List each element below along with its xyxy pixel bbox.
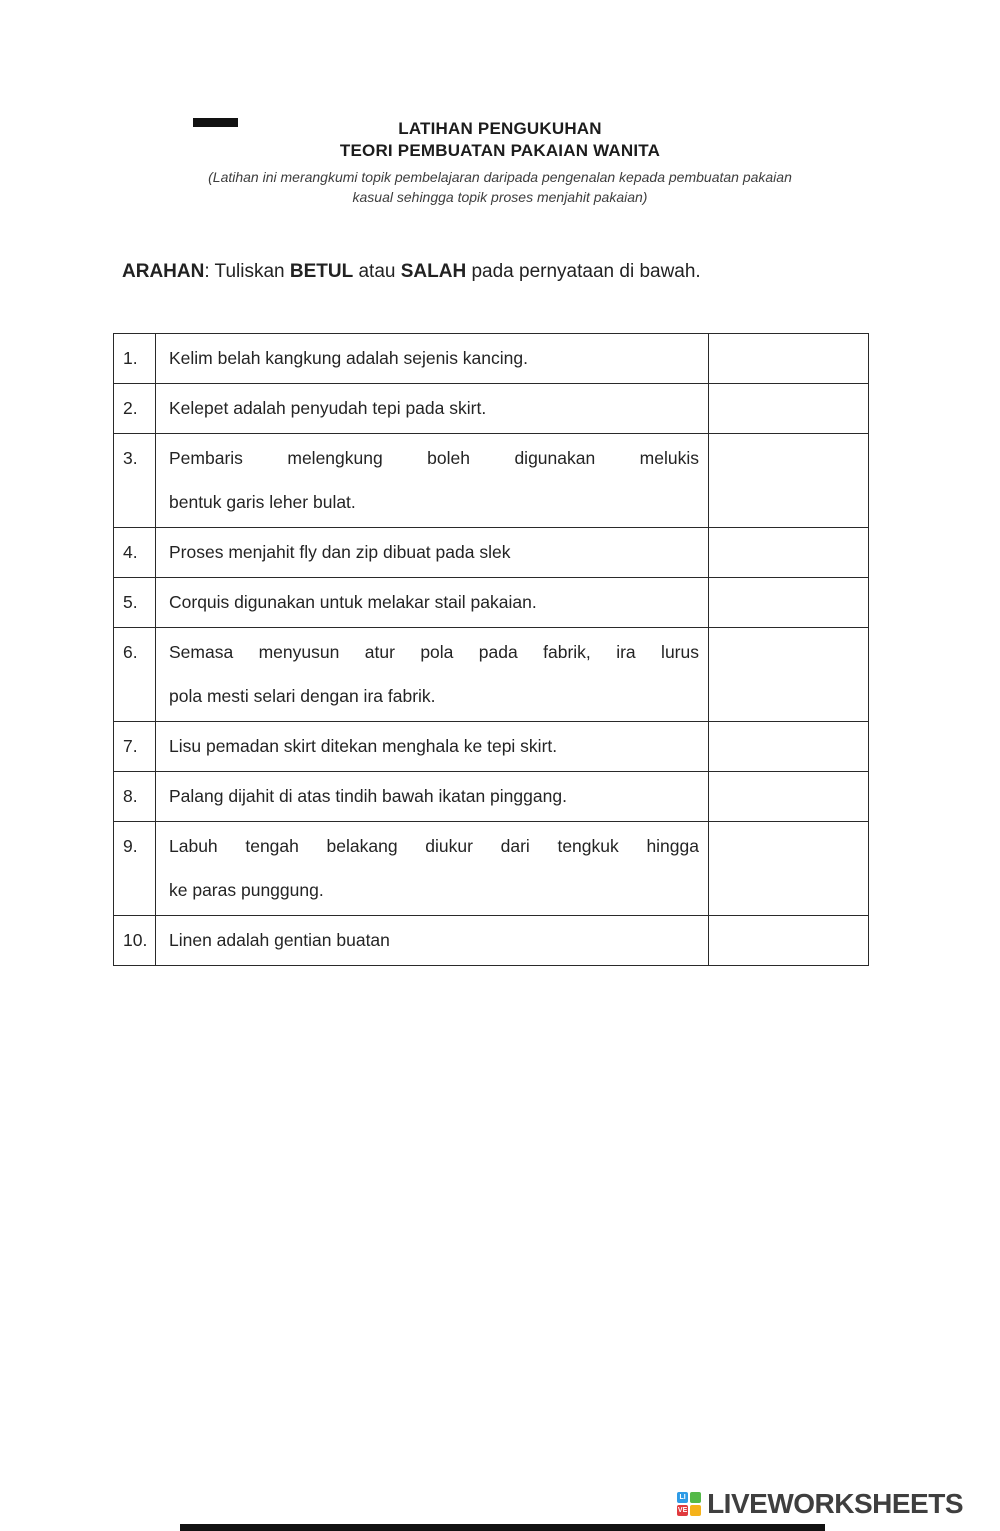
subtitle-line2: kasual sehingga topik proses menjahit pakaian): [352, 189, 648, 205]
subtitle-line1: (Latihan ini merangkumi topik pembelajaran daripada pengenalan kepada pembuatan pakaian: [208, 169, 792, 185]
answer-cell[interactable]: [709, 916, 869, 966]
row-number: 9.: [114, 822, 156, 916]
statement-cell: [156, 384, 709, 434]
row-number: 5.: [114, 578, 156, 628]
row-number: 6.: [114, 628, 156, 722]
table-row: [114, 384, 869, 434]
statement-line: Lisu pemadan skirt ditekan menghala ke tepi skirt.: [169, 736, 558, 756]
page-edge-artifact-top: [193, 118, 238, 127]
statement-line: Corquis digunakan untuk melakar stail pakaian.: [169, 592, 537, 612]
instruction-label: ARAHAN: [122, 261, 205, 282]
row-number: 8.: [114, 772, 156, 822]
instruction-option-salah: SALAH: [400, 261, 467, 282]
page-title-line2: TEORI PEMBUATAN PAKAIAN WANITA: [339, 141, 661, 160]
instruction-text: [122, 261, 1000, 283]
liveworksheets-logo-icon: [677, 1492, 702, 1517]
instruction-sep: : Tuliskan: [204, 261, 290, 282]
table-row: [114, 578, 869, 628]
worksheet-page: [0, 118, 1000, 1531]
worksheet-subtitle: [0, 167, 1000, 207]
answer-cell[interactable]: [709, 628, 869, 722]
logo-square-blue: LI: [677, 1492, 688, 1503]
table-row: [114, 722, 869, 772]
answer-cell[interactable]: [709, 772, 869, 822]
page-edge-artifact-bottom: [180, 1524, 825, 1531]
statement-cell: [156, 722, 709, 772]
table-row: [114, 334, 869, 384]
instruction-tail: pada pernyataan di bawah.: [466, 261, 701, 282]
logo-square-red: VE: [677, 1506, 688, 1514]
logo-square-yellow: [690, 1505, 701, 1516]
statement-cell: [156, 578, 709, 628]
statement-line: Linen adalah gentian buatan: [169, 930, 390, 950]
instruction-option-betul: BETUL: [289, 261, 354, 282]
table-row: [114, 528, 869, 578]
statement-line: Pembaris melengkung boleh digunakan melukis: [169, 448, 699, 468]
liveworksheets-wordmark: LIVEWORKSHEETS: [707, 1488, 963, 1519]
row-number: 1.: [114, 334, 156, 384]
statement-line: Kelepet adalah penyudah tepi pada skirt.: [169, 398, 487, 418]
answer-cell[interactable]: [709, 384, 869, 434]
instruction-conj: atau: [353, 261, 401, 282]
answer-cell[interactable]: [709, 822, 869, 916]
statement-cell: [156, 434, 709, 528]
table-row: [114, 822, 869, 916]
statement-line: Palang dijahit di atas tindih bawah ikatan pinggang.: [169, 786, 567, 806]
statement-line: Kelim belah kangkung adalah sejenis kancing.: [169, 348, 528, 368]
table-row: [114, 772, 869, 822]
statement-cell: [156, 772, 709, 822]
page-title-line1: LATIHAN PENGUKUHAN: [398, 119, 602, 138]
statement-cell: [156, 822, 709, 916]
table-row: [114, 628, 869, 722]
answer-cell[interactable]: [709, 434, 869, 528]
statements-table: [113, 333, 869, 966]
row-number: 10.: [114, 916, 156, 966]
answer-cell[interactable]: [709, 334, 869, 384]
statement-cell: [156, 334, 709, 384]
row-number: 3.: [114, 434, 156, 528]
liveworksheets-footer-link[interactable]: [677, 1488, 963, 1520]
statement-cell: [156, 628, 709, 722]
statement-line: pola mesti selari dengan ira fabrik.: [169, 686, 436, 706]
answer-cell[interactable]: [709, 528, 869, 578]
statement-cell: [156, 916, 709, 966]
answer-cell[interactable]: [709, 578, 869, 628]
statement-cell: [156, 528, 709, 578]
statement-line: Proses menjahit fly dan zip dibuat pada slek: [169, 542, 511, 562]
row-number: 7.: [114, 722, 156, 772]
statement-line: bentuk garis leher bulat.: [169, 492, 356, 512]
table-row: [114, 434, 869, 528]
statement-line: Semasa menyusun atur pola pada fabrik, ira lurus: [169, 642, 699, 662]
table-row: [114, 916, 869, 966]
row-number: 4.: [114, 528, 156, 578]
logo-square-green: [690, 1492, 701, 1503]
statement-line: Labuh tengah belakang diukur dari tengkuk hingga: [169, 836, 699, 856]
worksheet-header: [0, 118, 1000, 207]
statement-line: ke paras punggung.: [169, 880, 324, 900]
row-number: 2.: [114, 384, 156, 434]
answer-cell[interactable]: [709, 722, 869, 772]
